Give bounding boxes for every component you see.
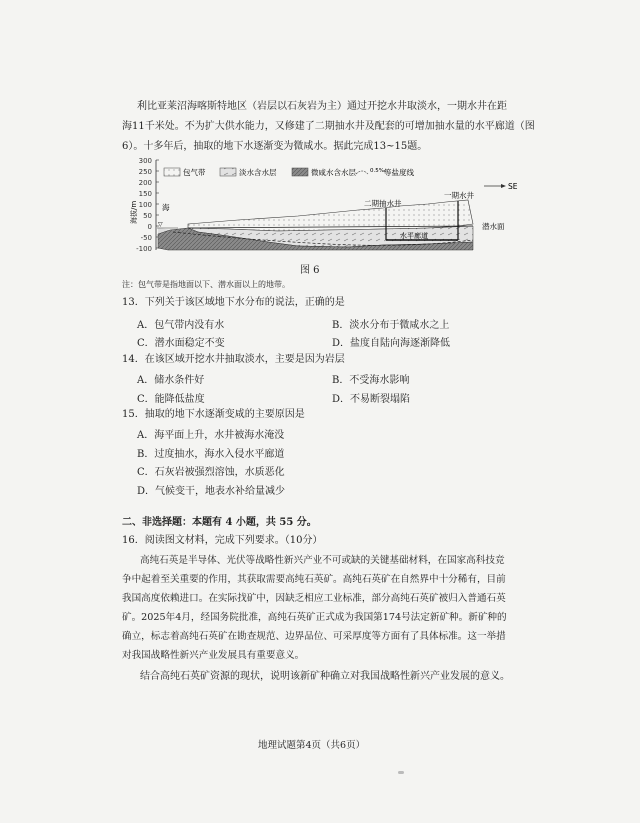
question-15-option-a[interactable]: A．海平面上升，水井被海水淹没: [137, 430, 285, 441]
legend: [164, 167, 414, 177]
question-14-option-a[interactable]: A．储水条件好: [137, 375, 205, 386]
water-table-label: 潜水面: [482, 222, 505, 231]
y-tick: 250: [138, 168, 152, 176]
question-14-option-d[interactable]: D．不易断裂塌陷: [332, 394, 411, 405]
question-15-option-d[interactable]: D．气候变干，地表水补给量减少: [137, 486, 286, 497]
legend-iso-value: 0.5‰: [370, 168, 387, 174]
question-14-option-c[interactable]: C．能降低盐度: [137, 394, 205, 405]
legend-baoqidai: 包气带: [183, 168, 206, 177]
question-15-option-c[interactable]: C．石灰岩被强烈溶蚀，水质恶化: [137, 467, 285, 478]
intro-line-2: 海11千米处。不为扩大供水能力，又修建了二期抽水井及配套的可增加抽水量的水平廊道（图: [122, 121, 535, 132]
material-line: 对我国战略性新兴产业发展具有重要意义。: [122, 650, 305, 661]
well-1-label: 一期水井: [444, 191, 474, 200]
intro-line-1: 利比亚莱沼海喀斯特地区（岩层以石灰岩为主）通过开挖水井取淡水，一期水井在距: [137, 101, 507, 112]
question-13-option-a[interactable]: A．包气带内没有水: [137, 320, 225, 331]
question-14-option-b[interactable]: B．不受海水影响: [332, 375, 410, 386]
question-13-stem: 13．下列关于该区域地下水分布的说法，正确的是: [122, 297, 345, 308]
question-13-option-d[interactable]: D．盐度自陆向海逐渐降低: [332, 338, 451, 349]
question-13-option-b[interactable]: B．淡水分布于微咸水之上: [332, 320, 450, 331]
direction-se: SE: [508, 182, 518, 191]
page-footer: 地理试题第4页（共6页）: [258, 740, 366, 751]
y-tick: 100: [138, 201, 152, 209]
y-tick: 50: [143, 212, 152, 220]
legend-iso-label: 等盐度线: [384, 168, 414, 177]
question-16-material: [122, 551, 532, 665]
y-tick: 300: [138, 157, 152, 165]
y-tick: -50: [140, 234, 152, 242]
material-line: 高纯石英是半导体、光伏等战略性新兴产业不可或缺的关键基础材料，在国家高科技竞: [140, 555, 505, 566]
intro-line-3: 6）。十多年后，抽取的地下水逐渐变为微咸水。据此完成13~15题。: [122, 141, 428, 152]
y-axis-ticks: [136, 157, 152, 253]
scan-speck: [398, 771, 404, 774]
sea-label: 海: [162, 203, 170, 212]
legend-danshui: 淡水含水层: [239, 168, 277, 177]
material-line: 确立，标志着高纯石英矿在勘查规范、边界品位、可采厚度等方面有了具体标准。这一举措: [122, 631, 506, 642]
material-line: 争中起着至关重要的作用，其获取需要高纯石英矿。高纯石英矿在自然界中十分稀有，目前: [122, 574, 506, 585]
question-14-stem: 14．在该区域开挖水井抽取淡水，主要是因为岩层: [122, 354, 345, 365]
y-tick: 150: [138, 190, 152, 198]
figure-note: 注：包气带是指地面以下、潜水面以上的地带。: [122, 280, 290, 289]
question-15-option-b[interactable]: B．过度抽水，海水入侵水平廊道: [137, 449, 285, 460]
question-15-stem: 15．抽取的地下水逐渐变咸的主要原因是: [122, 409, 305, 420]
y-axis-title: 海拔/m: [130, 200, 138, 224]
material-line: 矿。2025年4月，经国务院批准，高纯石英矿正式成为我国第174号法定新矿种。新矿种的: [122, 612, 507, 623]
well-2-label: 二期抽水井: [364, 199, 402, 208]
section-2-heading: 二、非选择题：本题有 4 小题，共 55 分。: [122, 517, 317, 528]
y-tick: 0: [147, 223, 152, 231]
question-16-task: 结合高纯石英矿资源的现状，说明该新矿种确立对我国战略性新兴产业发展的意义。: [140, 671, 510, 682]
y-tick: -100: [136, 245, 152, 253]
sea-level-mark: ▽: [158, 221, 163, 228]
figure-caption: 图 6: [300, 265, 320, 276]
figure-6-cross-section: [128, 154, 528, 262]
question-13-option-c[interactable]: C．潜水面稳定不变: [137, 338, 225, 349]
question-16-stem: 16．阅读图文材料，完成下列要求。（10分）: [122, 535, 323, 546]
legend-weixian: 微咸水含水层: [311, 168, 356, 177]
tunnel-label: 水平廊道: [400, 232, 428, 240]
material-line: 我国高度依赖进口。在实际找矿中，因缺乏相应工业标准，部分高纯石英矿被归入普通石英: [122, 593, 506, 604]
y-tick: 200: [138, 179, 152, 187]
